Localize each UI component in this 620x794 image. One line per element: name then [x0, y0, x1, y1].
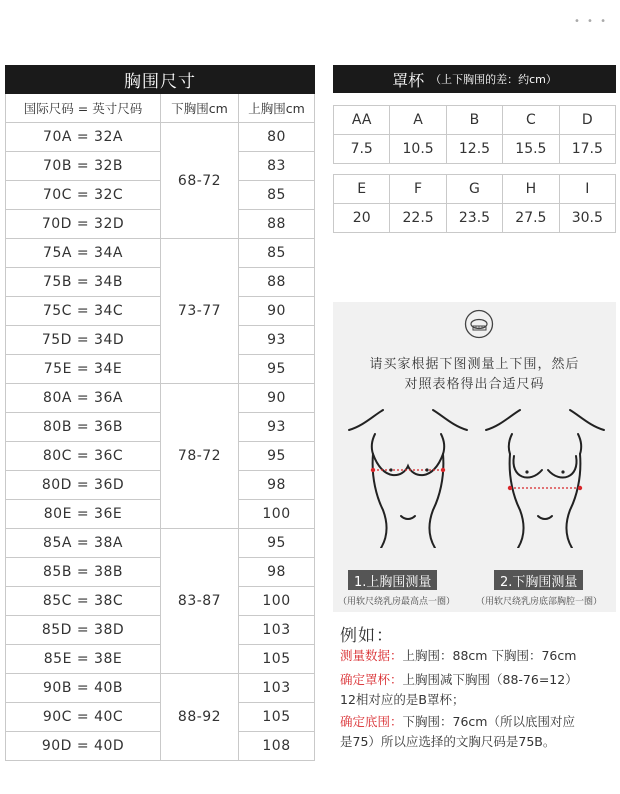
overbust-cell: 88	[239, 268, 315, 297]
table-row	[6, 558, 315, 587]
size-cell: 70B = 32B	[6, 152, 161, 181]
overbust-cell: 105	[239, 703, 315, 732]
underbust-cell: 68-72	[161, 123, 239, 239]
underbust-measure-note: （用软尺绕乳房底部胸腔一圈）	[476, 597, 603, 607]
cup-label: F	[390, 175, 446, 204]
underbust-cell: 78-72	[161, 384, 239, 529]
example-cup-text-1: 上胸围减下胸围（88-76=12）	[402, 672, 578, 687]
cup-label: G	[446, 175, 502, 204]
size-cell: 80D = 36D	[6, 471, 161, 500]
size-cell: 85E = 38E	[6, 645, 161, 674]
size-cell: 85A = 38A	[6, 529, 161, 558]
example-band-line	[340, 712, 612, 732]
table-row	[6, 587, 315, 616]
cup-diff: 23.5	[446, 204, 502, 233]
example-cup-line	[340, 670, 612, 690]
cup-table-1	[333, 105, 616, 164]
size-cell: 75B = 34B	[6, 268, 161, 297]
table-row	[6, 413, 315, 442]
table-row	[6, 123, 315, 152]
example-measurement-line	[340, 646, 612, 666]
cup-label: B	[446, 106, 502, 135]
size-cell: 70A = 32A	[6, 123, 161, 152]
example-cup-result: 12相对应的是B罩杯；	[340, 692, 465, 707]
cup-diff: 7.5	[334, 135, 390, 164]
size-chart-table	[5, 65, 315, 761]
overbust-cell: 100	[239, 587, 315, 616]
overbust-cell: 95	[239, 355, 315, 384]
table-row	[6, 442, 315, 471]
table-row	[6, 268, 315, 297]
size-cell: 85D = 38D	[6, 616, 161, 645]
size-cell: 75A = 34A	[6, 239, 161, 268]
example-data-label: 测量数据：	[340, 648, 403, 663]
table-row	[6, 674, 315, 703]
size-chart-title: 胸围尺寸	[6, 66, 315, 94]
overbust-cell: 80	[239, 123, 315, 152]
cup-chart-subtitle: （上下胸围的差：约cm）	[430, 73, 557, 86]
cup-label: A	[390, 106, 446, 135]
overbust-cell: 85	[239, 239, 315, 268]
example-data-text: 上胸围：88cm 下胸围：76cm	[402, 648, 577, 663]
table-row	[6, 616, 315, 645]
cup-diff: 17.5	[559, 135, 615, 164]
size-cell: 80B = 36B	[6, 413, 161, 442]
underbust-cell: 83-87	[161, 529, 239, 674]
guide-instruction-line-2: 对照表格得出合适尺码	[404, 377, 545, 392]
size-cell: 80E = 36E	[6, 500, 161, 529]
table-row	[6, 471, 315, 500]
overbust-measure-note: （用软尺绕乳房最高点一圈）	[338, 597, 456, 607]
underbust-measure-label: 2.下胸围测量	[494, 570, 583, 590]
overbust-cell: 95	[239, 442, 315, 471]
header-underbust: 下胸围cm	[161, 94, 239, 123]
table-row	[6, 210, 315, 239]
cup-diff: 10.5	[390, 135, 446, 164]
size-cell: 85B = 38B	[6, 558, 161, 587]
overbust-cell: 103	[239, 616, 315, 645]
example-band-text-1: 下胸围：76cm（所以底围对应	[402, 714, 575, 729]
overbust-cell: 105	[239, 645, 315, 674]
overbust-figure-illustration	[343, 408, 473, 548]
table-row	[6, 181, 315, 210]
size-cell: 90D = 40D	[6, 732, 161, 761]
overbust-measure-label: 1.上胸围测量	[348, 570, 437, 590]
cup-table-2	[333, 174, 616, 233]
table-row	[6, 529, 315, 558]
cup-diff: 12.5	[446, 135, 502, 164]
cup-label: I	[559, 175, 615, 204]
overbust-cell: 93	[239, 326, 315, 355]
size-cell: 90C = 40C	[6, 703, 161, 732]
cup-chart-title-bar	[333, 65, 616, 93]
table-row	[6, 355, 315, 384]
table-row	[6, 326, 315, 355]
size-cell: 80C = 36C	[6, 442, 161, 471]
overbust-cell: 93	[239, 413, 315, 442]
size-cell: 75D = 34D	[6, 326, 161, 355]
cup-diff: 22.5	[390, 204, 446, 233]
overbust-cell: 85	[239, 181, 315, 210]
size-cell: 90B = 40B	[6, 674, 161, 703]
table-row	[6, 500, 315, 529]
cup-label: D	[559, 106, 615, 135]
overbust-cell: 98	[239, 471, 315, 500]
cup-diff: 30.5	[559, 204, 615, 233]
example-band-result: 是75）所以应选择的文胸尺码是75B。	[340, 734, 556, 749]
overbust-cell: 88	[239, 210, 315, 239]
size-cell: 75C = 34C	[6, 297, 161, 326]
table-row	[6, 239, 315, 268]
table-row	[6, 384, 315, 413]
guide-instruction-line-1: 请买家根据下图测量上下围，然后	[369, 357, 580, 372]
example-heading: 例如：	[340, 626, 394, 646]
overbust-cell: 83	[239, 152, 315, 181]
overbust-cell: 108	[239, 732, 315, 761]
table-row	[6, 645, 315, 674]
table-row	[6, 732, 315, 761]
cup-label: C	[503, 106, 559, 135]
size-cell: 85C = 38C	[6, 587, 161, 616]
cup-diff: 15.5	[503, 135, 559, 164]
cup-diff: 20	[334, 204, 390, 233]
size-cell: 75E = 34E	[6, 355, 161, 384]
overbust-cell: 90	[239, 384, 315, 413]
cup-label: AA	[334, 106, 390, 135]
cup-diff: 27.5	[503, 204, 559, 233]
size-chart-body	[6, 123, 315, 761]
overbust-cell: 100	[239, 500, 315, 529]
table-row	[6, 703, 315, 732]
overbust-cell: 90	[239, 297, 315, 326]
size-cell: 80A = 36A	[6, 384, 161, 413]
cup-chart-title: 罩杯	[392, 70, 425, 90]
header-size: 国际尺码 = 英寸尺码	[6, 94, 161, 123]
header-overbust: 上胸围cm	[239, 94, 315, 123]
overbust-cell: 103	[239, 674, 315, 703]
size-cell: 70C = 32C	[6, 181, 161, 210]
cup-label: H	[503, 175, 559, 204]
example-band-label: 确定底围：	[340, 714, 403, 729]
table-row	[6, 297, 315, 326]
size-cell: 70D = 32D	[6, 210, 161, 239]
underbust-cell: 88-92	[161, 674, 239, 761]
measuring-guide-panel	[333, 302, 616, 612]
tape-measure-icon	[464, 309, 494, 339]
cup-label: E	[334, 175, 390, 204]
underbust-cell: 73-77	[161, 239, 239, 384]
table-row	[6, 152, 315, 181]
more-dots-icon: • • •	[573, 16, 608, 27]
underbust-figure-illustration	[480, 408, 610, 548]
example-cup-label: 确定罩杯：	[340, 672, 403, 687]
overbust-cell: 95	[239, 529, 315, 558]
overbust-cell: 98	[239, 558, 315, 587]
